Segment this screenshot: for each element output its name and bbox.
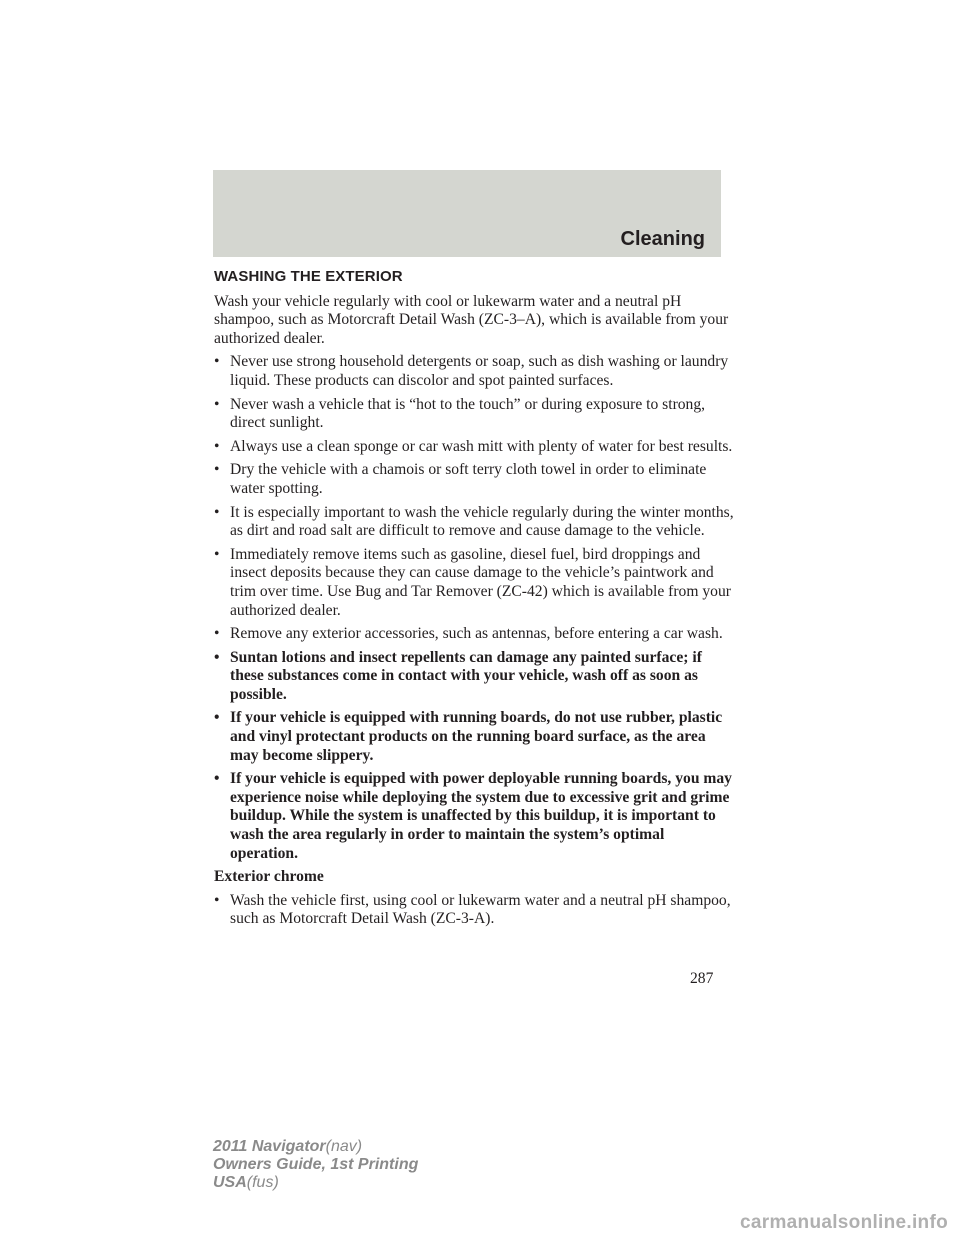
list-item <box>214 461 734 498</box>
footer-model: 2011 Navigator <box>213 1138 326 1155</box>
warning-item-text: If your vehicle is equipped with power deployable running boards, you may experience noise while deploying the system due to excessive grit and grime buildup. While the system is unaffected by this buildup, it is important to wash the area regularly in order to maintain the system’s optimal operation. <box>230 770 732 862</box>
list-item <box>214 546 734 620</box>
list-item-text: Never use strong household detergents or soap, such as dish washing or laundry liquid. These products can discolor and spot painted surfaces. <box>230 353 729 389</box>
list-item-text: Immediately remove items such as gasoline, diesel fuel, bird droppings and insect deposits because they can cause damage to the vehicle’s paintwork and trim over time. Use Bug and Tar Remover (ZC-42) which is available from your authorized dealer. <box>230 545 731 619</box>
bullet-icon: • <box>214 648 220 666</box>
footer-print-info <box>213 1138 418 1192</box>
list-item-text: It is especially important to wash the vehicle regularly during the winter months, as dirt and road salt are difficult to remove and cause damage to the vehicle. <box>230 503 734 540</box>
warning-item <box>214 649 734 705</box>
list-item <box>214 438 734 457</box>
list-item-text: Never wash a vehicle that is “hot to the touch” or during exposure to strong, direct sunlight. <box>230 395 706 432</box>
list-item-text: Always use a clean sponge or car wash mitt with plenty of water for best results. <box>230 437 733 455</box>
footer-market-code: (fus) <box>246 1174 279 1191</box>
header-band <box>213 170 721 257</box>
bullet-icon: • <box>214 625 220 643</box>
footer-line-model <box>213 1138 418 1156</box>
footer-market: USA <box>213 1174 247 1191</box>
list-item <box>214 892 734 929</box>
page-content <box>214 268 734 934</box>
list-item <box>214 625 734 644</box>
list-item <box>214 396 734 433</box>
intro-paragraph: Wash your vehicle regularly with cool or lukewarm water and a neutral pH shampoo, such as Motorcraft Detail Wash (ZC-3–A), which is available from your authorized dealer. <box>214 292 729 347</box>
section-title: WASHING THE EXTERIOR <box>214 268 403 285</box>
bullet-icon: • <box>214 437 220 455</box>
subsection-title: Exterior chrome <box>214 868 324 886</box>
bullet-icon: • <box>214 709 220 727</box>
bullet-icon: • <box>214 353 220 371</box>
bullet-icon: • <box>214 891 220 909</box>
list-item <box>214 353 734 390</box>
watermark: carmanualsonline.info <box>740 1212 948 1233</box>
bullet-icon: • <box>214 545 220 563</box>
warning-item-text: If your vehicle is equipped with running boards, do not use rubber, plastic and vinyl protectant products on the running board surface, as the area may become slippery. <box>230 709 723 764</box>
chrome-bullet-list <box>214 892 734 929</box>
list-item-text: Dry the vehicle with a chamois or soft terry cloth towel in order to eliminate water spotting. <box>230 461 707 497</box>
warning-item-text: Suntan lotions and insect repellents can damage any painted surface; if these substances come in contact with your vehicle, wash off as soon as possible. <box>230 648 702 703</box>
list-item <box>214 504 734 541</box>
list-item-text: Remove any exterior accessories, such as antennas, before entering a car wash. <box>230 625 723 643</box>
bullet-icon: • <box>214 503 220 521</box>
warning-item <box>214 770 734 863</box>
footer-line-printing: Owners Guide, 1st Printing <box>213 1156 419 1173</box>
footer-model-code: (nav) <box>325 1138 363 1155</box>
bullet-icon: • <box>214 395 220 413</box>
chapter-title: Cleaning <box>620 228 705 250</box>
bullet-icon: • <box>214 770 220 788</box>
warning-item <box>214 709 734 765</box>
footer-line-market <box>213 1174 418 1192</box>
bullet-list <box>214 353 734 863</box>
bullet-icon: • <box>214 461 220 479</box>
list-item-text: Wash the vehicle first, using cool or lukewarm water and a neutral pH shampoo, such as Motorcraft Detail Wash (ZC-3-A). <box>230 891 731 928</box>
page-number: 287 <box>690 970 714 987</box>
